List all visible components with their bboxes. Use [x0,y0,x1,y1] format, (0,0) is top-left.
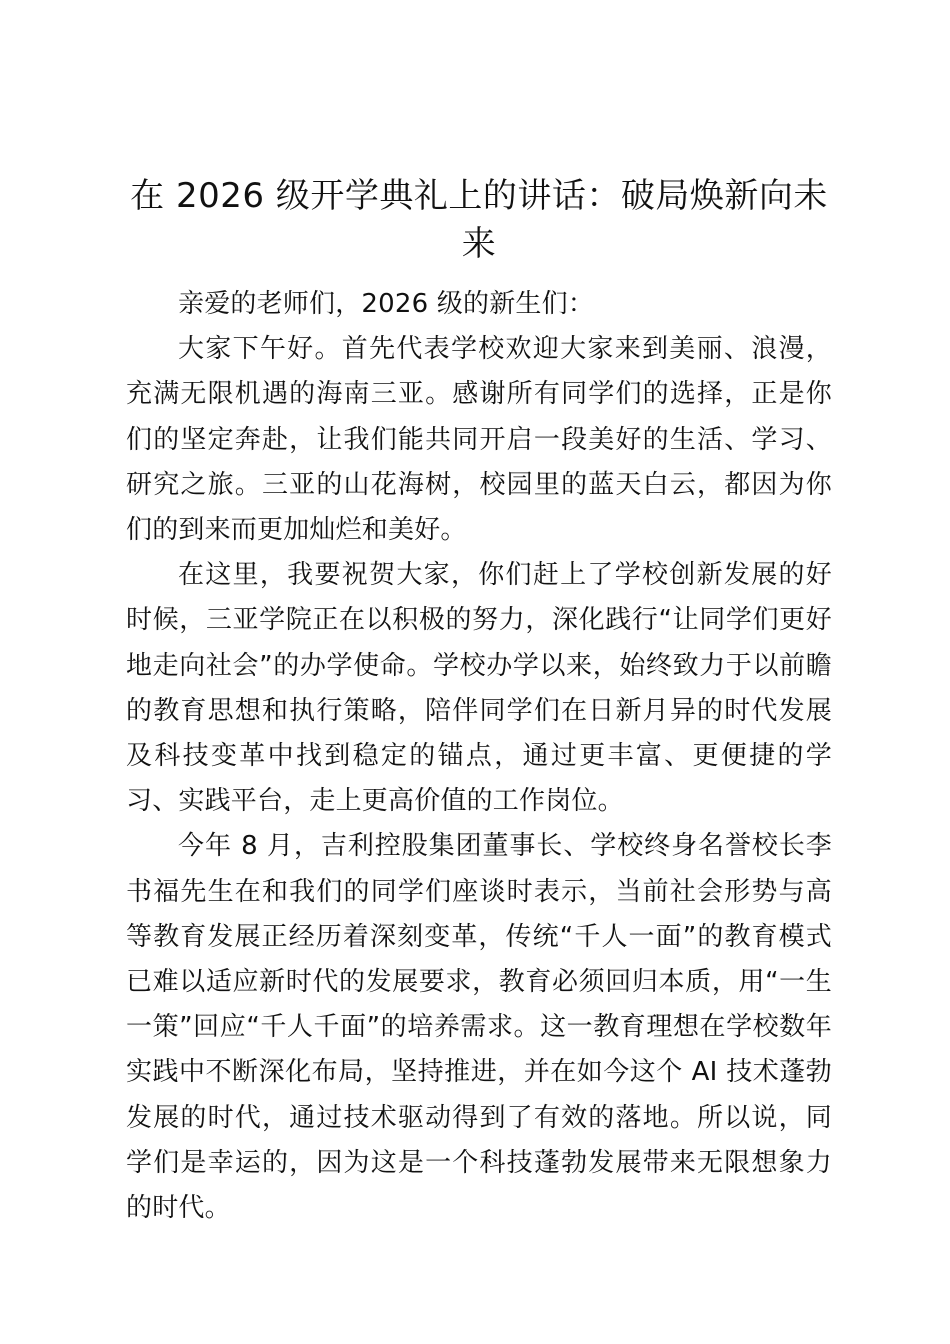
document-title: 在 2026 级开学典礼上的讲话：破局焕新向未来 [130,176,828,264]
document-body [126,282,832,1231]
body-paragraph-2: 在这里，我要祝贺大家，你们赶上了学校创新发展的好时候，三亚学院正在以积极的努力，深化践行“让同学们更好地走向社会”的办学使命。学校办学以来，始终致力于以前瞻的教育思想和执行策略，陪伴同学们在日新月异的时代发展及科技变革中找到稳定的锚点，通过更丰富、更便捷的学习、实践平台，走上更高价值的工作岗位。 [126,560,832,817]
body-paragraph-1: 大家下午好。首先代表学校欢迎大家来到美丽、浪漫，充满无限机遇的海南三亚。感谢所有同学们的选择，正是你们的坚定奔赴，让我们能共同开启一段美好的生活、学习、研究之旅。三亚的山花海树，校园里的蓝天白云，都因为你们的到来而更加灿烂和美好。 [126,334,832,546]
greeting-paragraph: 亲爱的老师们，2026 级的新生们： [178,289,595,319]
body-paragraph-3: 今年 8 月，吉利控股集团董事长、学校终身名誉校长李书福先生在和我们的同学们座谈时表示，当前社会形势与高等教育发展正经历着深刻变革，传统“千人一面”的教育模式已难以适应新时代的发展要求，教育必须回归本质，用“一生一策”回应“千人千面”的培养需求。这一教育理想在学校数年实践中不断深化布局，坚持推进，并在如今这个 AI 技术蓬勃发展的时代，通过技术驱动得到了有效的落地。所以说，同学们是幸运的，因为这是一个科技蓬勃发展带来无限想象力的时代。 [126,831,832,1224]
